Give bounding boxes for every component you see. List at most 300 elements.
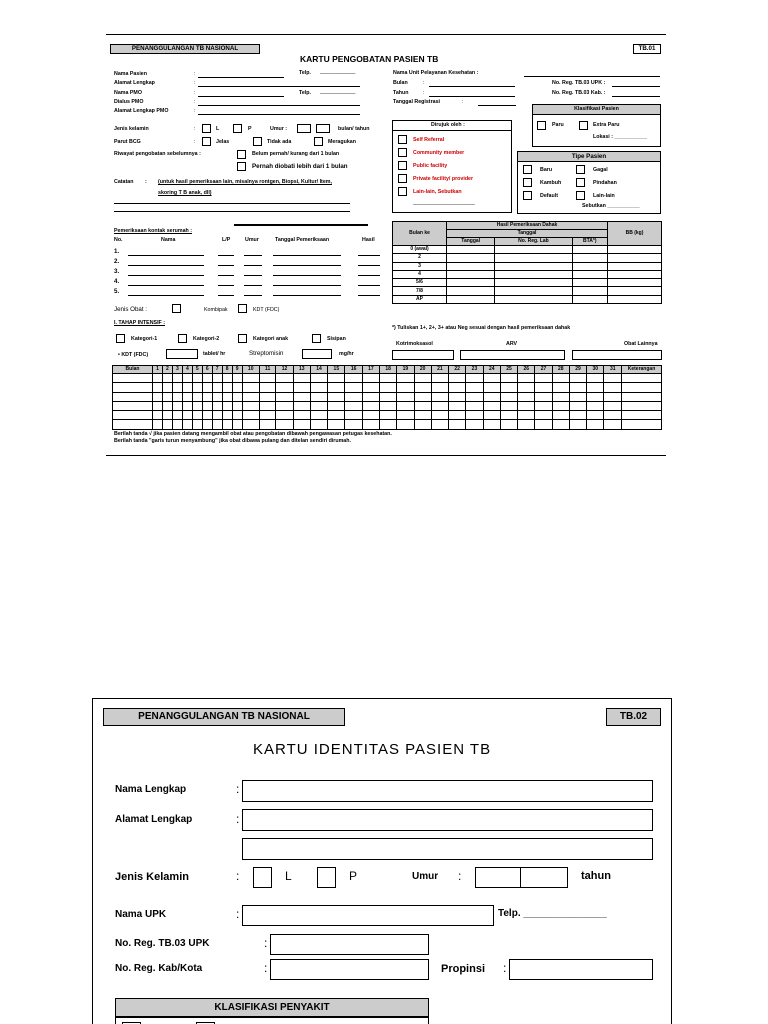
daygrid-cell[interactable]: [113, 401, 153, 410]
kontak-input-line[interactable]: [273, 275, 341, 276]
daygrid-cell[interactable]: [153, 392, 163, 401]
dahak-cell[interactable]: [608, 246, 662, 254]
daygrid-cell[interactable]: [310, 420, 327, 429]
kombipak-checkbox[interactable]: [172, 304, 181, 313]
dahak-cell[interactable]: [572, 254, 608, 262]
daygrid-cell[interactable]: [293, 374, 310, 383]
daygrid-cell[interactable]: [328, 420, 345, 429]
daygrid-cell[interactable]: [449, 411, 466, 420]
daygrid-cell[interactable]: [604, 392, 622, 401]
daygrid-cell[interactable]: [362, 383, 379, 392]
daygrid-cell[interactable]: [328, 383, 345, 392]
daygrid-cell[interactable]: [182, 392, 192, 401]
tipe-checkbox[interactable]: [523, 165, 532, 174]
daygrid-cell[interactable]: [310, 401, 327, 410]
daygrid-cell[interactable]: [397, 392, 414, 401]
daygrid-cell[interactable]: [518, 383, 535, 392]
daygrid-cell[interactable]: [500, 374, 517, 383]
kontak-input-line[interactable]: [244, 255, 262, 256]
daygrid-cell[interactable]: [113, 374, 153, 383]
dahak-cell[interactable]: [608, 262, 662, 270]
daygrid-cell[interactable]: [113, 411, 153, 420]
kontak-input-line[interactable]: [358, 285, 380, 286]
daygrid-cell[interactable]: [380, 420, 397, 429]
arv-input[interactable]: [460, 350, 565, 360]
umur-input-1[interactable]: [475, 867, 521, 888]
dahak-cell[interactable]: [447, 295, 495, 303]
dirujuk-checkbox[interactable]: [398, 187, 407, 196]
dahak-cell[interactable]: [495, 246, 572, 254]
upk-input-line[interactable]: [524, 76, 660, 77]
daygrid-cell[interactable]: [518, 392, 535, 401]
daygrid-cell[interactable]: [172, 392, 182, 401]
daygrid-cell[interactable]: [380, 411, 397, 420]
sisipan-checkbox[interactable]: [312, 334, 321, 343]
daygrid-cell[interactable]: [259, 392, 276, 401]
daygrid-cell[interactable]: [397, 374, 414, 383]
field-input-line[interactable]: [198, 96, 284, 97]
daygrid-cell[interactable]: [604, 383, 622, 392]
daygrid-cell[interactable]: [328, 374, 345, 383]
daygrid-cell[interactable]: [162, 392, 172, 401]
no-reg-upk-input[interactable]: [270, 934, 429, 955]
daygrid-cell[interactable]: [431, 411, 448, 420]
daygrid-cell[interactable]: [162, 383, 172, 392]
daygrid-cell[interactable]: [397, 401, 414, 410]
daygrid-cell[interactable]: [362, 392, 379, 401]
sex-p-checkbox[interactable]: [233, 124, 242, 133]
kdt-tablet-input[interactable]: [166, 349, 198, 359]
l-checkbox-2[interactable]: [253, 867, 272, 888]
dirujuk-sebut-line[interactable]: _____________________: [413, 200, 475, 206]
bcg-tidak-checkbox[interactable]: [253, 137, 262, 146]
daygrid-cell[interactable]: [153, 401, 163, 410]
dahak-cell[interactable]: [572, 270, 608, 278]
tipe-checkbox[interactable]: [523, 178, 532, 187]
dirujuk-checkbox[interactable]: [398, 148, 407, 157]
kontak-input-line[interactable]: [218, 285, 234, 286]
field-input-line[interactable]: [198, 105, 360, 106]
daygrid-cell[interactable]: [182, 411, 192, 420]
daygrid-cell[interactable]: [222, 420, 232, 429]
obat-lain-input[interactable]: [572, 350, 662, 360]
field-input-line[interactable]: [198, 86, 360, 87]
daygrid-cell[interactable]: [345, 392, 362, 401]
daygrid-cell[interactable]: [535, 401, 552, 410]
daygrid-cell[interactable]: [518, 411, 535, 420]
daygrid-cell[interactable]: [202, 383, 212, 392]
daygrid-cell[interactable]: [328, 401, 345, 410]
kontak-input-line[interactable]: [358, 275, 380, 276]
kontak-input-line[interactable]: [273, 285, 341, 286]
daygrid-cell[interactable]: [232, 411, 242, 420]
daygrid-cell[interactable]: [276, 374, 293, 383]
daygrid-cell[interactable]: [449, 420, 466, 429]
daygrid-cell[interactable]: [202, 392, 212, 401]
daygrid-cell[interactable]: [222, 374, 232, 383]
daygrid-cell[interactable]: [569, 401, 586, 410]
daygrid-cell[interactable]: [518, 374, 535, 383]
daygrid-cell[interactable]: [172, 374, 182, 383]
daygrid-cell[interactable]: [587, 420, 604, 429]
dahak-cell[interactable]: [608, 287, 662, 295]
daygrid-cell[interactable]: [397, 383, 414, 392]
daygrid-cell[interactable]: [222, 392, 232, 401]
riwayat-belum-checkbox[interactable]: [237, 150, 246, 159]
daygrid-cell[interactable]: [328, 411, 345, 420]
daygrid-cell[interactable]: [569, 411, 586, 420]
daygrid-cell[interactable]: [466, 383, 483, 392]
daygrid-cell[interactable]: [569, 420, 586, 429]
propinsi-input[interactable]: [509, 959, 653, 980]
daygrid-cell[interactable]: [431, 374, 448, 383]
daygrid-cell[interactable]: [483, 401, 500, 410]
field-input-line[interactable]: [198, 114, 360, 115]
daygrid-cell[interactable]: [466, 420, 483, 429]
daygrid-cell[interactable]: [259, 374, 276, 383]
daygrid-cell[interactable]: [202, 420, 212, 429]
catatan-line-1[interactable]: [114, 203, 350, 204]
daygrid-cell[interactable]: [569, 383, 586, 392]
no-reg-kab-input[interactable]: [270, 959, 429, 980]
umur-input-2[interactable]: [520, 867, 568, 888]
dahak-cell[interactable]: [447, 254, 495, 262]
daygrid-cell[interactable]: [242, 401, 259, 410]
daygrid-cell[interactable]: [242, 411, 259, 420]
daygrid-cell[interactable]: [162, 420, 172, 429]
dahak-cell[interactable]: [495, 295, 572, 303]
daygrid-cell[interactable]: [622, 392, 662, 401]
right-input-line[interactable]: [429, 86, 515, 87]
daygrid-cell[interactable]: [293, 411, 310, 420]
dahak-cell[interactable]: [572, 295, 608, 303]
daygrid-cell[interactable]: [276, 392, 293, 401]
daygrid-cell[interactable]: [552, 401, 569, 410]
p-checkbox-2[interactable]: [317, 867, 336, 888]
kategori1-checkbox[interactable]: [116, 334, 125, 343]
daygrid-cell[interactable]: [182, 420, 192, 429]
daygrid-cell[interactable]: [242, 420, 259, 429]
daygrid-cell[interactable]: [535, 411, 552, 420]
daygrid-cell[interactable]: [535, 374, 552, 383]
daygrid-cell[interactable]: [518, 420, 535, 429]
kategori-anak-checkbox[interactable]: [238, 334, 247, 343]
daygrid-cell[interactable]: [345, 401, 362, 410]
daygrid-cell[interactable]: [345, 411, 362, 420]
kontak-input-line[interactable]: [128, 265, 204, 266]
daygrid-cell[interactable]: [500, 420, 517, 429]
umur-box-1[interactable]: [297, 124, 311, 133]
tipe-checkbox[interactable]: [576, 191, 585, 200]
no-reg-kab-line[interactable]: [612, 96, 660, 97]
kontak-input-line[interactable]: [358, 265, 380, 266]
daygrid-cell[interactable]: [622, 374, 662, 383]
dahak-cell[interactable]: [447, 287, 495, 295]
daygrid-cell[interactable]: [345, 420, 362, 429]
daygrid-cell[interactable]: [500, 392, 517, 401]
kontak-input-line[interactable]: [128, 285, 204, 286]
daygrid-cell[interactable]: [604, 374, 622, 383]
daygrid-cell[interactable]: [466, 374, 483, 383]
daygrid-cell[interactable]: [466, 392, 483, 401]
daygrid-cell[interactable]: [483, 420, 500, 429]
daygrid-cell[interactable]: [569, 374, 586, 383]
daygrid-cell[interactable]: [500, 383, 517, 392]
alamat-input-2[interactable]: [242, 838, 653, 860]
dahak-cell[interactable]: [572, 279, 608, 287]
daygrid-cell[interactable]: [449, 383, 466, 392]
daygrid-cell[interactable]: [587, 374, 604, 383]
daygrid-cell[interactable]: [362, 411, 379, 420]
daygrid-cell[interactable]: [212, 374, 222, 383]
dahak-cell[interactable]: [572, 246, 608, 254]
sex-l-checkbox[interactable]: [202, 124, 211, 133]
daygrid-cell[interactable]: [466, 401, 483, 410]
dirujuk-checkbox[interactable]: [398, 135, 407, 144]
daygrid-cell[interactable]: [483, 411, 500, 420]
daygrid-cell[interactable]: [518, 401, 535, 410]
bcg-jelas-checkbox[interactable]: [202, 137, 211, 146]
daygrid-cell[interactable]: [483, 392, 500, 401]
dahak-cell[interactable]: [608, 295, 662, 303]
bcg-ragu-checkbox[interactable]: [314, 137, 323, 146]
kontak-input-line[interactable]: [358, 255, 380, 256]
daygrid-cell[interactable]: [380, 401, 397, 410]
daygrid-cell[interactable]: [431, 420, 448, 429]
daygrid-cell[interactable]: [113, 392, 153, 401]
kontak-input-line[interactable]: [358, 295, 380, 296]
daygrid-cell[interactable]: [604, 411, 622, 420]
daygrid-cell[interactable]: [182, 401, 192, 410]
daygrid-cell[interactable]: [192, 374, 202, 383]
daygrid-cell[interactable]: [212, 392, 222, 401]
daygrid-cell[interactable]: [293, 383, 310, 392]
daygrid-cell[interactable]: [622, 411, 662, 420]
daygrid-cell[interactable]: [222, 383, 232, 392]
catatan-line-2[interactable]: [114, 211, 350, 212]
daygrid-cell[interactable]: [587, 392, 604, 401]
daygrid-cell[interactable]: [162, 411, 172, 420]
riwayat-pernah-checkbox[interactable]: [237, 162, 246, 171]
dahak-cell[interactable]: [572, 262, 608, 270]
daygrid-cell[interactable]: [345, 374, 362, 383]
daygrid-cell[interactable]: [622, 420, 662, 429]
daygrid-cell[interactable]: [483, 374, 500, 383]
daygrid-cell[interactable]: [259, 420, 276, 429]
daygrid-cell[interactable]: [182, 374, 192, 383]
daygrid-cell[interactable]: [232, 392, 242, 401]
daygrid-cell[interactable]: [414, 411, 431, 420]
daygrid-cell[interactable]: [569, 392, 586, 401]
daygrid-cell[interactable]: [449, 374, 466, 383]
daygrid-cell[interactable]: [310, 411, 327, 420]
daygrid-cell[interactable]: [293, 420, 310, 429]
daygrid-cell[interactable]: [293, 392, 310, 401]
daygrid-cell[interactable]: [212, 383, 222, 392]
daygrid-cell[interactable]: [172, 401, 182, 410]
kontak-input-line[interactable]: [273, 255, 341, 256]
field-input-line[interactable]: [198, 77, 284, 78]
dahak-cell[interactable]: [495, 287, 572, 295]
daygrid-cell[interactable]: [466, 411, 483, 420]
paru-checkbox[interactable]: [537, 121, 546, 130]
daygrid-cell[interactable]: [113, 383, 153, 392]
daygrid-cell[interactable]: [587, 411, 604, 420]
tipe-checkbox[interactable]: [576, 178, 585, 187]
daygrid-cell[interactable]: [202, 374, 212, 383]
alamat-input-1[interactable]: [242, 809, 653, 831]
umur-box-2[interactable]: [316, 124, 330, 133]
kontak-input-line[interactable]: [244, 265, 262, 266]
daygrid-cell[interactable]: [232, 401, 242, 410]
nama-upk-input[interactable]: [242, 905, 494, 926]
daygrid-cell[interactable]: [380, 392, 397, 401]
dahak-cell[interactable]: [572, 287, 608, 295]
daygrid-cell[interactable]: [162, 401, 172, 410]
kontak-input-line[interactable]: [244, 285, 262, 286]
daygrid-cell[interactable]: [192, 392, 202, 401]
dirujuk-checkbox[interactable]: [398, 161, 407, 170]
dahak-cell[interactable]: [495, 262, 572, 270]
daygrid-cell[interactable]: [587, 401, 604, 410]
daygrid-cell[interactable]: [414, 383, 431, 392]
daygrid-cell[interactable]: [259, 411, 276, 420]
daygrid-cell[interactable]: [232, 420, 242, 429]
daygrid-cell[interactable]: [397, 411, 414, 420]
dahak-cell[interactable]: [608, 270, 662, 278]
ekstra-paru-checkbox[interactable]: [579, 121, 588, 130]
kontak-input-line[interactable]: [218, 275, 234, 276]
no-reg-upk-line[interactable]: [612, 86, 660, 87]
dahak-cell[interactable]: [447, 246, 495, 254]
daygrid-cell[interactable]: [232, 383, 242, 392]
daygrid-cell[interactable]: [449, 392, 466, 401]
kotrimoksasol-input[interactable]: [392, 350, 454, 360]
daygrid-cell[interactable]: [552, 411, 569, 420]
daygrid-cell[interactable]: [397, 420, 414, 429]
daygrid-cell[interactable]: [604, 401, 622, 410]
daygrid-cell[interactable]: [587, 383, 604, 392]
daygrid-cell[interactable]: [242, 374, 259, 383]
daygrid-cell[interactable]: [212, 411, 222, 420]
kontak-input-line[interactable]: [218, 295, 234, 296]
daygrid-cell[interactable]: [552, 383, 569, 392]
kontak-input-line[interactable]: [218, 255, 234, 256]
daygrid-cell[interactable]: [414, 374, 431, 383]
kontak-input-line[interactable]: [273, 295, 341, 296]
kontak-input-line[interactable]: [128, 295, 204, 296]
daygrid-cell[interactable]: [259, 401, 276, 410]
daygrid-cell[interactable]: [310, 374, 327, 383]
daygrid-cell[interactable]: [431, 401, 448, 410]
dahak-cell[interactable]: [495, 279, 572, 287]
daygrid-cell[interactable]: [192, 383, 202, 392]
daygrid-cell[interactable]: [535, 420, 552, 429]
daygrid-cell[interactable]: [362, 374, 379, 383]
daygrid-cell[interactable]: [500, 401, 517, 410]
daygrid-cell[interactable]: [535, 392, 552, 401]
daygrid-cell[interactable]: [552, 420, 569, 429]
kdt-checkbox[interactable]: [238, 304, 247, 313]
strep-input[interactable]: [302, 349, 332, 359]
daygrid-cell[interactable]: [552, 374, 569, 383]
daygrid-cell[interactable]: [202, 401, 212, 410]
nama-lengkap-input[interactable]: [242, 780, 653, 802]
daygrid-cell[interactable]: [535, 383, 552, 392]
daygrid-cell[interactable]: [162, 374, 172, 383]
daygrid-cell[interactable]: [276, 383, 293, 392]
daygrid-cell[interactable]: [431, 392, 448, 401]
daygrid-cell[interactable]: [212, 420, 222, 429]
daygrid-cell[interactable]: [276, 401, 293, 410]
daygrid-cell[interactable]: [182, 383, 192, 392]
kontak-input-line[interactable]: [218, 265, 234, 266]
daygrid-cell[interactable]: [276, 420, 293, 429]
daygrid-cell[interactable]: [380, 374, 397, 383]
kategori2-checkbox[interactable]: [178, 334, 187, 343]
dahak-cell[interactable]: [447, 270, 495, 278]
daygrid-cell[interactable]: [310, 383, 327, 392]
daygrid-cell[interactable]: [172, 383, 182, 392]
daygrid-cell[interactable]: [172, 420, 182, 429]
right-input-line[interactable]: [429, 96, 515, 97]
daygrid-cell[interactable]: [192, 401, 202, 410]
daygrid-cell[interactable]: [153, 411, 163, 420]
daygrid-cell[interactable]: [362, 401, 379, 410]
daygrid-cell[interactable]: [222, 401, 232, 410]
daygrid-cell[interactable]: [345, 383, 362, 392]
daygrid-cell[interactable]: [232, 374, 242, 383]
daygrid-cell[interactable]: [483, 383, 500, 392]
daygrid-cell[interactable]: [328, 392, 345, 401]
daygrid-cell[interactable]: [380, 383, 397, 392]
daygrid-cell[interactable]: [622, 383, 662, 392]
daygrid-cell[interactable]: [552, 392, 569, 401]
daygrid-cell[interactable]: [622, 401, 662, 410]
daygrid-cell[interactable]: [153, 383, 163, 392]
tipe-checkbox[interactable]: [576, 165, 585, 174]
daygrid-cell[interactable]: [293, 401, 310, 410]
daygrid-cell[interactable]: [192, 420, 202, 429]
daygrid-cell[interactable]: [431, 383, 448, 392]
kontak-input-line[interactable]: [128, 255, 204, 256]
daygrid-cell[interactable]: [449, 401, 466, 410]
daygrid-cell[interactable]: [259, 383, 276, 392]
daygrid-cell[interactable]: [500, 411, 517, 420]
dahak-cell[interactable]: [495, 254, 572, 262]
dahak-cell[interactable]: [447, 279, 495, 287]
daygrid-cell[interactable]: [414, 401, 431, 410]
dahak-cell[interactable]: [608, 279, 662, 287]
daygrid-cell[interactable]: [153, 374, 163, 383]
kontak-input-line[interactable]: [244, 295, 262, 296]
daygrid-cell[interactable]: [414, 392, 431, 401]
dahak-cell[interactable]: [447, 262, 495, 270]
daygrid-cell[interactable]: [276, 411, 293, 420]
dahak-cell[interactable]: [608, 254, 662, 262]
daygrid-cell[interactable]: [172, 411, 182, 420]
kontak-input-line[interactable]: [273, 265, 341, 266]
daygrid-cell[interactable]: [113, 420, 153, 429]
daygrid-cell[interactable]: [212, 401, 222, 410]
daygrid-cell[interactable]: [192, 411, 202, 420]
kontak-input-line[interactable]: [128, 275, 204, 276]
daygrid-cell[interactable]: [310, 392, 327, 401]
right-input-line[interactable]: [478, 105, 516, 106]
dahak-cell[interactable]: [495, 270, 572, 278]
daygrid-cell[interactable]: [414, 420, 431, 429]
tipe-checkbox[interactable]: [523, 191, 532, 200]
